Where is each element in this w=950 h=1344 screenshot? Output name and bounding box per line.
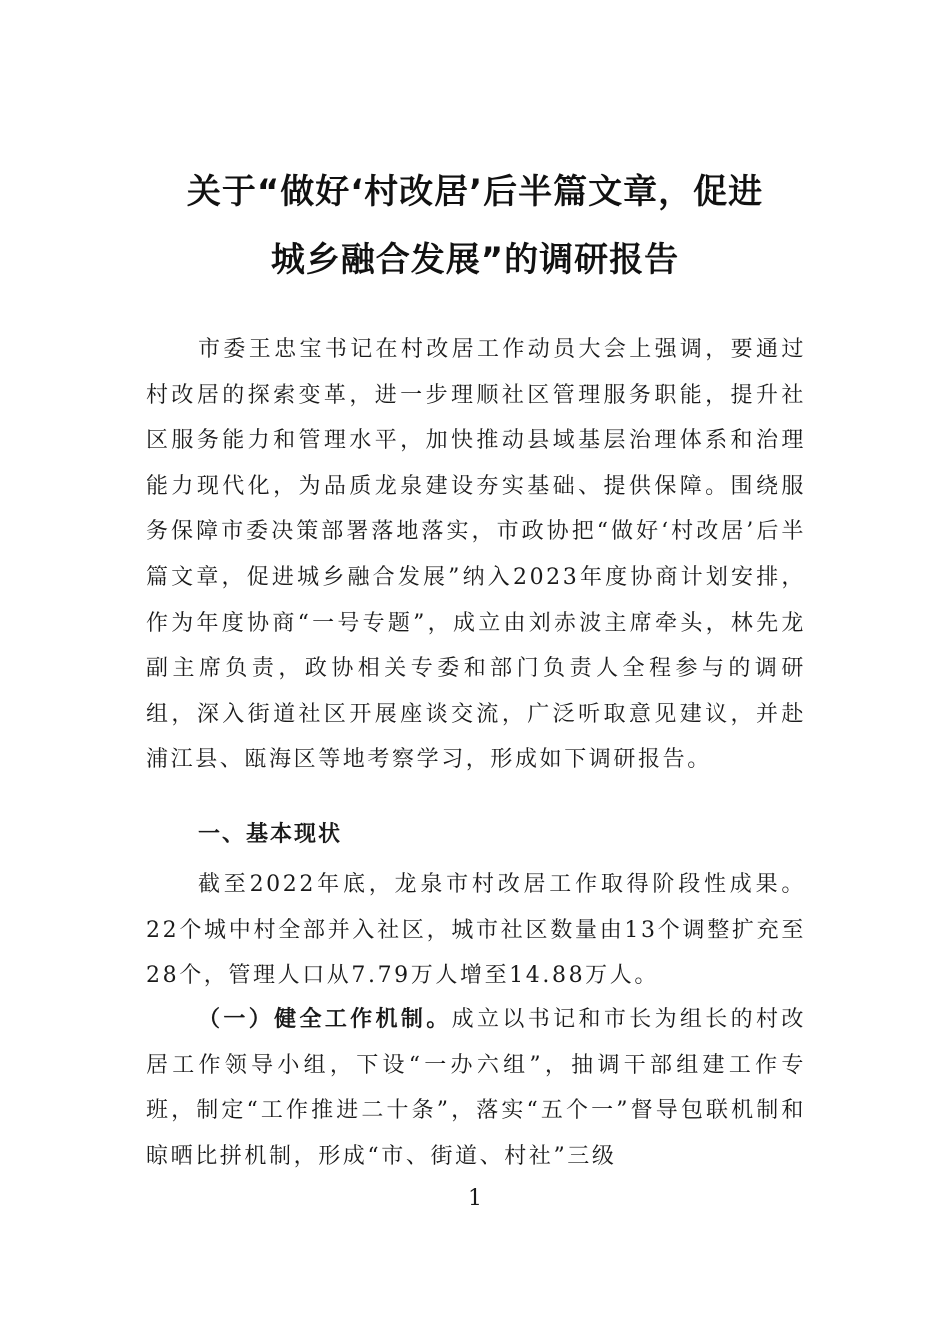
subsection-paragraph-mechanism bbox=[146, 997, 806, 1179]
section-paragraph-status: 截至2022年底，龙泉市村改居工作取得阶段性成果。22个城中村全部并入社区，城市社区数量由13个调整扩充至28个，管理人口从7.79万人增至14.88万人。 bbox=[146, 872, 806, 989]
document-title-line-1: 关于“做好‘村改居’后半篇文章，促进 bbox=[186, 172, 764, 212]
subsection-heading-mechanism: （一）健全工作机制。 bbox=[198, 1007, 452, 1032]
subsection-text-mechanism: 成立以书记和市长为组长的村改居工作领导小组，下设“一办六组”，抽调干部组建工作专班，制定“工作推进二十条”，落实“五个一”督导包联机制和晾晒比拼机制，形成“市、街道、村社”三级 bbox=[146, 1007, 806, 1169]
intro-paragraph: 市委王忠宝书记在村改居工作动员大会上强调，要通过村改居的探索变革，进一步理顺社区管理服务职能，提升社区服务能力和管理水平，加快推动县域基层治理体系和治理能力现代化，为品质龙泉建设夯实基础、提供保障。围绕服务保障市委决策部署落地落实，市政协把“做好‘村改居’后半篇文章，促进城乡融合发展”纳入2023年度协商计划安排，作为年度协商“一号专题”，成立由刘赤波主席牵头，林先龙副主席负责，政协相关专委和部门负责人全程参与的调研组，深入街道社区开展座谈交流，广泛听取意见建议，并赴浦江县、瓯海区等地考察学习，形成如下调研报告。 bbox=[146, 337, 806, 773]
section-heading-basic-status: 一、基本现状 bbox=[198, 822, 343, 847]
document-title-line-2: 城乡融合发展”的调研报告 bbox=[270, 240, 680, 280]
page-number: 1 bbox=[468, 1186, 482, 1211]
